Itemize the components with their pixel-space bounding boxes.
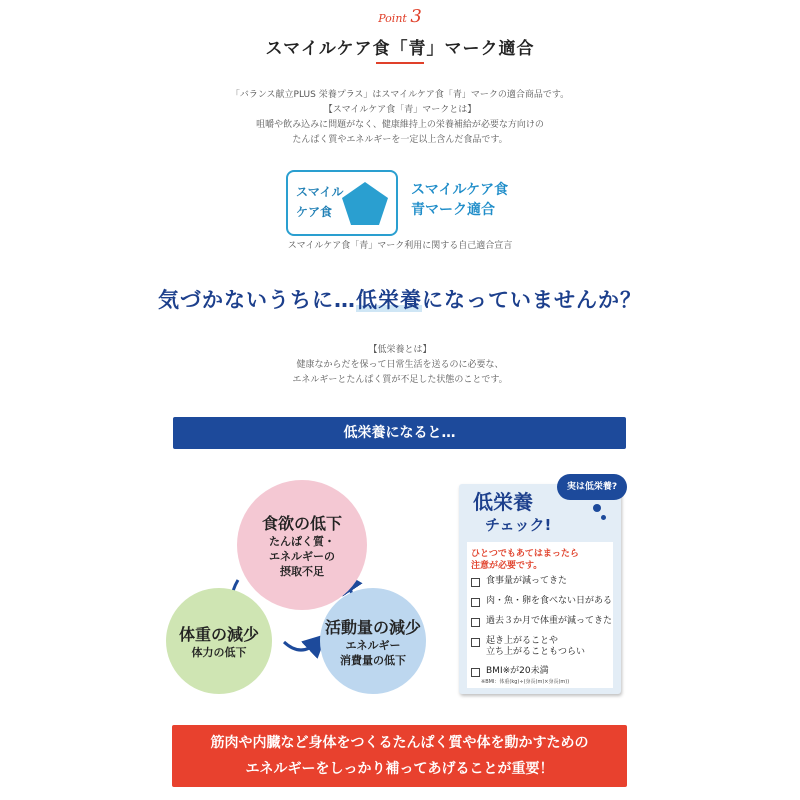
checklist-note (471, 548, 579, 572)
cycle-title: 体重の減少 (178, 625, 259, 644)
checkbox-icon (471, 668, 480, 677)
pentagon-icon (340, 180, 390, 228)
cycle-text: 体力の低下 (191, 646, 247, 659)
checklist-item (471, 616, 612, 627)
cycle-appetite (237, 480, 367, 610)
checklist-item-text: 肉・魚・卵を食べない日がある (486, 596, 613, 606)
cycle-text: 消費量の低下 (340, 653, 406, 667)
cycle-title: 食欲の低下 (261, 514, 342, 533)
intro-text (0, 88, 800, 148)
smile-label-line: 青マーク適合 (411, 202, 495, 218)
checklist-item (471, 666, 549, 677)
checklist-item-line: 起き上がることや (486, 636, 559, 646)
point-text: Point (378, 12, 407, 25)
checklist-item (471, 576, 567, 587)
cycle-text: たんぱく質・ (269, 535, 335, 548)
smile-mark-line: スマイル (296, 185, 344, 199)
smile-mark-text (296, 182, 344, 222)
cycle-weight (166, 588, 272, 694)
cloud-dot-icon (593, 504, 601, 512)
checklist-item-line: 立ち上がることもつらい (486, 647, 586, 657)
headline (0, 284, 800, 314)
title-underline (376, 62, 424, 64)
checklist-item-text: 食事量が減ってきた (486, 576, 568, 586)
point-label (0, 6, 800, 27)
definition-line: 健康なからだを保って日常生活を送るのに必要な、 (296, 360, 504, 370)
checklist-title: 低栄養 (473, 490, 533, 514)
checklist-note-line: ひとつでもあてはまったら (471, 549, 579, 559)
cycle-text: エネルギー (345, 638, 401, 652)
checklist-note-line: 注意が必要です。 (471, 561, 543, 571)
bmi-note: ※BMI：体重(kg)÷(身長(m)×身長(m)) (481, 679, 570, 685)
checkbox-icon (471, 638, 480, 647)
intro-line: 咀嚼や飲み込みに問題がなく、健康維持上の栄養補給が必要な方向けの (256, 120, 544, 130)
intro-line: 「バランス献立PLUS 栄養プラス」はスマイルケア食「青」マークの適合商品です。 (230, 90, 570, 100)
section-title: スマイルケア食「青」マーク適合 (265, 39, 535, 59)
cycle-activity (320, 588, 426, 694)
bottom-line: 筋肉や内臓など身体をつくるたんぱく質や体を動かすための (210, 735, 589, 751)
checklist-item (471, 596, 612, 607)
checklist-item-text: 過去３か月で体重が減ってきた (486, 616, 613, 626)
smile-care-mark (286, 170, 398, 236)
checkbox-icon (471, 598, 480, 607)
checkbox-icon (471, 618, 480, 627)
cycle-text: 摂取不足 (280, 565, 324, 578)
definition-line: 【低栄養とは】 (368, 345, 432, 355)
checklist-subtitle: チェック! (485, 516, 552, 534)
checklist-item-text (486, 636, 585, 658)
smile-label-line: スマイルケア食 (411, 182, 509, 198)
thought-cloud: 実は低栄養? (557, 474, 627, 500)
smile-mark-line: ケア食 (296, 205, 333, 219)
malnutrition-banner: 低栄養になると… (173, 417, 626, 449)
arrow-weight-to-activity (284, 642, 318, 650)
definition-text (0, 343, 800, 388)
checklist-item-text: BMI※が20未満 (486, 666, 549, 676)
headline-post: になっていませんか？ (422, 288, 642, 312)
smile-mark-label (411, 180, 508, 220)
smile-mark-note: スマイルケア食「青」マーク利用に関する自己適合宣言 (287, 241, 513, 251)
bottom-line: エネルギーをしっかり補ってあげることが重要！ (245, 761, 554, 777)
cycle-text: エネルギーの (269, 550, 335, 563)
headline-pre: 気づかないうちに… (158, 288, 356, 312)
point-number: 3 (410, 6, 422, 27)
checklist-panel (467, 542, 613, 688)
headline-highlight: 低栄養 (356, 288, 422, 312)
intro-line: 【スマイルケア食「青」マークとは】 (323, 105, 477, 115)
checklist-item (471, 636, 585, 658)
cycle-title: 活動量の減少 (324, 617, 421, 637)
malnutrition-checklist (459, 484, 621, 694)
definition-line: エネルギーとたんぱく質が不足した状態のことです。 (292, 375, 508, 385)
cloud-dot-icon (601, 515, 606, 520)
checkbox-icon (471, 578, 480, 587)
intro-line: たんぱく質やエネルギーを一定以上含んだ食品です。 (292, 135, 508, 145)
bottom-callout (172, 725, 627, 787)
